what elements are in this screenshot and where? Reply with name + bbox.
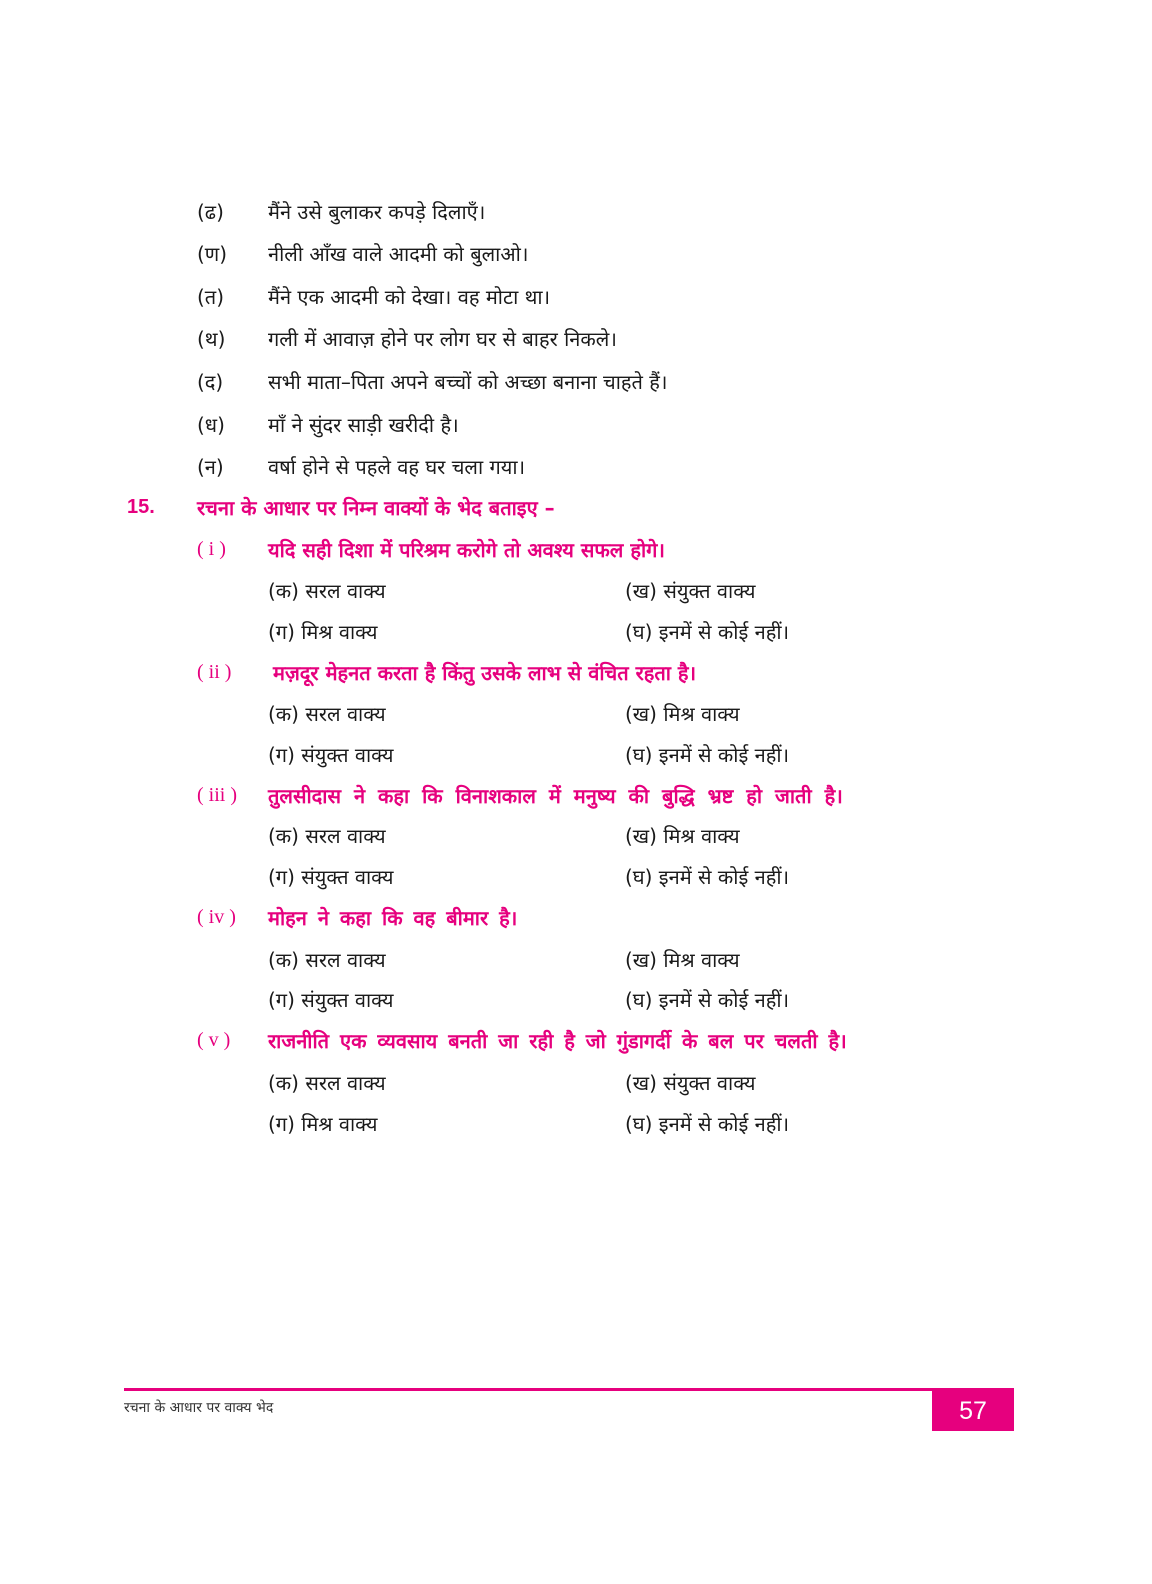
option-kha: (ख) मिश्र वाक्य [625, 824, 740, 848]
example-label: (ध) [197, 413, 225, 437]
subquestion-text: तुलसीदास ने कहा कि विनाशकाल में मनुष्य की बुद्धि भ्रष्ट हो जाती है। [268, 784, 843, 808]
footer-chapter-title: रचना के आधार पर वाक्य भेद [124, 1400, 274, 1416]
footer-divider [124, 1388, 1014, 1391]
option-ka: (क) सरल वाक्य [268, 1071, 386, 1095]
question-title: रचना के आधार पर निम्न वाक्यों के भेद बताइए – [197, 496, 555, 520]
subquestion-label: ( ii ) [197, 661, 232, 683]
option-ga: (ग) संयुक्त वाक्य [268, 865, 394, 889]
example-label: (ण) [197, 242, 228, 266]
option-gha: (घ) इनमें से कोई नहीं। [625, 1112, 790, 1136]
example-label: (थ) [197, 327, 226, 351]
option-gha: (घ) इनमें से कोई नहीं। [625, 620, 790, 644]
option-ka: (क) सरल वाक्य [268, 579, 386, 603]
page-number-badge [932, 1391, 1014, 1431]
option-ga: (ग) संयुक्त वाक्य [268, 988, 394, 1012]
option-kha: (ख) मिश्र वाक्य [625, 702, 740, 726]
example-label: (न) [197, 455, 224, 479]
question-number: 15. [127, 496, 155, 518]
example-text: वर्षा होने से पहले वह घर चला गया। [268, 455, 526, 479]
example-label: (ढ) [197, 200, 224, 224]
option-kha: (ख) मिश्र वाक्य [625, 948, 740, 972]
subquestion-label: ( v ) [197, 1029, 231, 1051]
option-ga: (ग) मिश्र वाक्य [268, 620, 378, 644]
option-ka: (क) सरल वाक्य [268, 824, 386, 848]
subquestion-text: राजनीति एक व्यवसाय बनती जा रही है जो गुंडागर्दी के बल पर चलती है। [268, 1029, 847, 1053]
option-ka: (क) सरल वाक्य [268, 702, 386, 726]
example-text: गली में आवाज़ होने पर लोग घर से बाहर निकले। [268, 327, 617, 351]
option-ka: (क) सरल वाक्य [268, 948, 386, 972]
option-kha: (ख) संयुक्त वाक्य [625, 1071, 756, 1095]
page-number: 57 [959, 1396, 987, 1425]
example-text: मैंने उसे बुलाकर कपड़े दिलाएँ। [268, 200, 486, 224]
example-label: (द) [197, 370, 224, 394]
subquestion-label: ( i ) [197, 538, 226, 560]
subquestion-text: यदि सही दिशा में परिश्रम करोगे तो अवश्य सफल होगे। [268, 538, 665, 562]
option-gha: (घ) इनमें से कोई नहीं। [625, 743, 790, 767]
example-text: माँ ने सुंदर साड़ी खरीदी है। [268, 413, 459, 437]
subquestion-label: ( iv ) [197, 906, 236, 928]
example-text: मैंने एक आदमी को देखा। वह मोटा था। [268, 285, 551, 309]
option-ga: (ग) संयुक्त वाक्य [268, 743, 394, 767]
subquestion-label: ( iii ) [197, 784, 237, 806]
option-gha: (घ) इनमें से कोई नहीं। [625, 865, 790, 889]
option-kha: (ख) संयुक्त वाक्य [625, 579, 756, 603]
option-ga: (ग) मिश्र वाक्य [268, 1112, 378, 1136]
example-text: सभी माता–पिता अपने बच्चों को अच्छा बनाना चाहते हैं। [268, 370, 668, 394]
option-gha: (घ) इनमें से कोई नहीं। [625, 988, 790, 1012]
subquestion-text: मज़दूर मेहनत करता है किंतु उसके लाभ से वंचित रहता है। [273, 661, 697, 685]
subquestion-text: मोहन ने कहा कि वह बीमार है। [268, 906, 518, 930]
example-label: (त) [197, 285, 225, 309]
example-text: नीली आँख वाले आदमी को बुलाओ। [268, 242, 529, 266]
